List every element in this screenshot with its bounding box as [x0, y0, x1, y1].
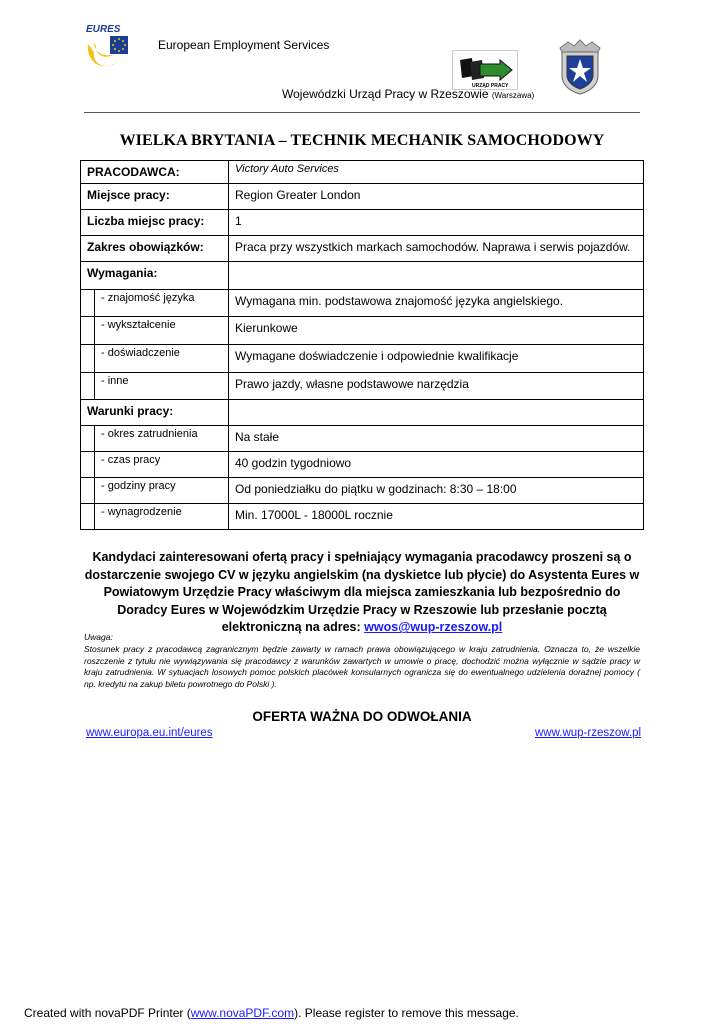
offer-title: WIELKA BRYTANIA – TECHNIK MECHANIK SAMOCHODOWY	[119, 132, 605, 149]
requirements-label: Wymagania:	[81, 262, 229, 290]
condition-label: - wynagrodzenie	[95, 504, 229, 530]
condition-value: 40 godzin tygodniowo	[229, 452, 644, 478]
table-row	[81, 373, 644, 400]
coat-of-arms-icon	[554, 38, 606, 96]
office-sub: (Warszawa)	[491, 91, 535, 100]
employer-value: Victory Auto Services	[229, 161, 644, 184]
requirement-value: Wymagane doświadczenie i odpowiednie kwalifikacje	[229, 345, 644, 373]
urzad-logo-text: URZĄD PRACY	[472, 83, 509, 89]
legal-note	[84, 632, 640, 691]
table-row	[81, 504, 644, 530]
eures-logo-text: EURES	[86, 24, 121, 35]
duties-row	[81, 236, 644, 262]
offer-validity: OFERTA WAŻNA DO ODWOŁANIA	[252, 709, 472, 724]
place-value: Region Greater London	[229, 184, 644, 210]
count-label: Liczba miejsc pracy:	[81, 210, 229, 236]
condition-label: - okres zatrudnienia	[95, 426, 229, 452]
place-row	[81, 184, 644, 210]
condition-label: - czas pracy	[95, 452, 229, 478]
count-row	[81, 210, 644, 236]
duties-value: Praca przy wszystkich markach samochodów. Naprawa i serwis pojazdów.	[229, 236, 644, 262]
condition-value: Na stałe	[229, 426, 644, 452]
offer-table	[80, 160, 644, 530]
header-divider	[84, 112, 640, 113]
requirements-header-row	[81, 262, 644, 290]
table-row	[81, 317, 644, 345]
application-instructions	[84, 549, 640, 637]
instructions-text: Kandydaci zainteresowani ofertą pracy i spełniający wymagania pracodawcy proszeni są o dostarczenie swojego CV w języku angielskim (na dyskietce lub płycie) do Asystenta Eures w Powiatowym Urzędzie Pracy właściwym dla miejsca zamieszkania lub bezpośrednio do Doradcy Eures w Wojewódzkim Urzędzie Pracy w Rzeszowie lub przesłanie pocztą elektroniczną na adres:	[84, 550, 640, 635]
footer-suffix: ). Please register to remove this message.	[294, 1006, 519, 1020]
requirement-label: - znajomość języka	[95, 290, 229, 317]
office-name-text: Wojewódzki Urząd Pracy w Rzeszowie	[282, 87, 489, 101]
place-label: Miejsce pracy:	[81, 184, 229, 210]
requirement-label: - wykształcenie	[95, 317, 229, 345]
eures-logo	[84, 22, 134, 78]
condition-label: - godziny pracy	[95, 478, 229, 504]
employer-row	[81, 161, 644, 184]
table-row	[81, 452, 644, 478]
contact-email-link[interactable]: wwos@wup-rzeszow.pl	[364, 620, 503, 635]
pdf-creator-footer	[24, 1006, 519, 1020]
table-row	[81, 478, 644, 504]
requirement-label: - inne	[95, 373, 229, 400]
novapdf-link[interactable]: www.novaPDF.com	[190, 1006, 295, 1020]
office-name	[282, 87, 534, 101]
requirement-value: Kierunkowe	[229, 317, 644, 345]
note-title: Uwaga:	[84, 632, 113, 642]
urzad-pracy-logo	[452, 50, 518, 90]
conditions-label: Warunki pracy:	[81, 400, 229, 426]
eures-website-link[interactable]: www.europa.eu.int/eures	[86, 727, 213, 739]
note-text: Stosunek pracy z pracodawcą zagranicznym będzie zawarty w ramach prawa obowiązującego w kraju zatrudnienia. Oznacza to, że wszelkie roszczenie z tytułu nie wywiązywania się pracodawcy z warunków zawartych w umowie o pracę, dochodzić można wyłącznie w sądzie pracy w kraju zatrudnienia. W sytuacjach losowych pomoc polskich placówek konsularnych ogranicza się do ewentualnego udzielenia doraźnej pomocy ( np. kredytu na zakup biletu powrotnego do Polski ).	[84, 643, 640, 690]
table-row	[81, 290, 644, 317]
duties-label: Zakres obowiązków:	[81, 236, 229, 262]
footer-prefix: Created with novaPDF Printer (	[24, 1006, 191, 1020]
requirement-value: Prawo jazdy, własne podstawowe narzędzia	[229, 373, 644, 400]
employer-label: PRACODAWCA:	[81, 161, 229, 184]
wup-website-link[interactable]: www.wup-rzeszow.pl	[535, 727, 642, 739]
requirement-value: Wymagana min. podstawowa znajomość języka angielskiego.	[229, 290, 644, 317]
condition-value: Min. 17000L - 18000L rocznie	[229, 504, 644, 530]
count-value: 1	[229, 210, 644, 236]
conditions-header-row	[81, 400, 644, 426]
table-row	[81, 426, 644, 452]
table-row	[81, 345, 644, 373]
agency-name: European Employment Services	[158, 38, 330, 52]
requirement-label: - doświadczenie	[95, 345, 229, 373]
condition-value: Od poniedziałku do piątku w godzinach: 8:30 – 18:00	[229, 478, 644, 504]
